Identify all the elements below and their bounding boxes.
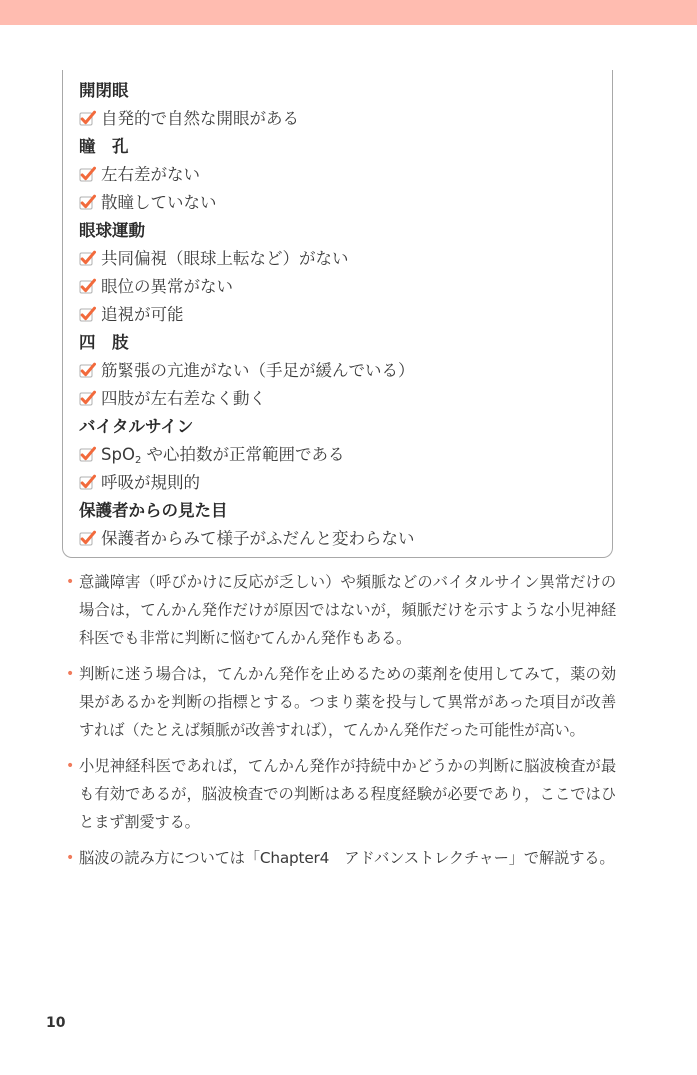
page-number: 10 bbox=[46, 1015, 66, 1031]
checkbox-checked-icon bbox=[79, 360, 96, 377]
checkbox-checked-icon bbox=[79, 304, 96, 321]
checklist-heading: 瞳 孔 bbox=[79, 137, 129, 156]
checkbox-checked-icon bbox=[79, 164, 96, 181]
checklist-item-text: 左右差がない bbox=[101, 165, 200, 184]
checklist-item-text: 共同偏視（眼球上転など）がない bbox=[101, 249, 349, 268]
checkbox-checked-icon bbox=[79, 472, 96, 489]
checklist-heading: 眼球運動 bbox=[79, 221, 145, 240]
checklist-item bbox=[79, 245, 349, 273]
checklist-item-text: 筋緊張の亢進がない（手足が緩んでいる） bbox=[101, 361, 415, 380]
checkbox-checked-icon bbox=[79, 528, 96, 545]
checklist-item bbox=[79, 273, 233, 301]
bullet-text: 脳波の読み方については「Chapter4 アドバンストレクチャー」で解説する。 bbox=[79, 849, 615, 867]
checklist-heading: 開閉眼 bbox=[79, 81, 129, 100]
checklist-heading: 保護者からの見た目 bbox=[79, 501, 228, 520]
checklist-item-text: 追視が可能 bbox=[101, 305, 184, 324]
bullet-list bbox=[66, 568, 616, 880]
checklist-heading: 四 肢 bbox=[79, 333, 129, 352]
bullet-paragraph bbox=[66, 660, 616, 744]
checkbox-checked-icon bbox=[79, 276, 96, 293]
checklist-item-text: 眼位の異常がない bbox=[101, 277, 233, 296]
bullet-text: 意識障害（呼びかけに反応が乏しい）や頻脈などのバイタルサイン異常だけの場合は，てんかん発作だけが原因ではないが，頻脈だけを示すような小児神経科医でも非常に判断に悩むてんかん発作もある。 bbox=[79, 573, 616, 647]
checklist-item-text-cont: や心拍数が正常範囲である bbox=[141, 445, 345, 464]
checklist-item-text: 保護者からみて様子がふだんと変わらない bbox=[101, 529, 415, 548]
checkbox-checked-icon bbox=[79, 192, 96, 209]
checkbox-checked-icon bbox=[79, 108, 96, 125]
bullet-dot-icon: • bbox=[66, 850, 75, 866]
top-header-band bbox=[0, 0, 697, 25]
checklist-heading: バイタルサイン bbox=[79, 417, 194, 436]
checklist-item-text: 四肢が左右差なく動く bbox=[101, 389, 266, 408]
bullet-dot-icon: • bbox=[66, 666, 75, 682]
checklist-item bbox=[79, 161, 200, 189]
bullet-paragraph bbox=[66, 752, 616, 836]
checklist-item bbox=[79, 357, 415, 385]
bullet-paragraph bbox=[66, 568, 616, 652]
bullet-text: 小児神経科医であれば，てんかん発作が持続中かどうかの判断に脳波検査が最も有効であるが，脳波検査での判断はある程度経験が必要であり，ここではひとまず割愛する。 bbox=[79, 757, 616, 831]
checklist-item-text: 呼吸が規則的 bbox=[101, 473, 200, 492]
checklist-item bbox=[79, 105, 299, 133]
checkbox-checked-icon bbox=[79, 388, 96, 405]
checklist-item bbox=[79, 469, 200, 497]
checklist-item-text: 散瞳していない bbox=[101, 193, 217, 212]
checklist-item bbox=[79, 441, 345, 469]
checklist-item bbox=[79, 385, 266, 413]
checklist-item-text: SpO bbox=[101, 445, 135, 464]
checklist-item-text: 自発的で自然な開眼がある bbox=[101, 109, 299, 128]
bullet-dot-icon: • bbox=[66, 758, 75, 774]
checkbox-checked-icon bbox=[79, 444, 96, 461]
checklist-item bbox=[79, 189, 217, 217]
checkbox-checked-icon bbox=[79, 248, 96, 265]
bullet-dot-icon: • bbox=[66, 574, 75, 590]
subscript: 2 bbox=[134, 455, 142, 466]
bullet-paragraph bbox=[66, 844, 616, 872]
bullet-text: 判断に迷う場合は，てんかん発作を止めるための薬剤を使用してみて，薬の効果があるかを判断の指標とする。つまり薬を投与して異常があった項目が改善すれば（たとえば頻脈が改善すれば），てんかん発作だった可能性が高い。 bbox=[79, 665, 616, 739]
checklist-item bbox=[79, 301, 184, 329]
checklist-item bbox=[79, 525, 415, 553]
